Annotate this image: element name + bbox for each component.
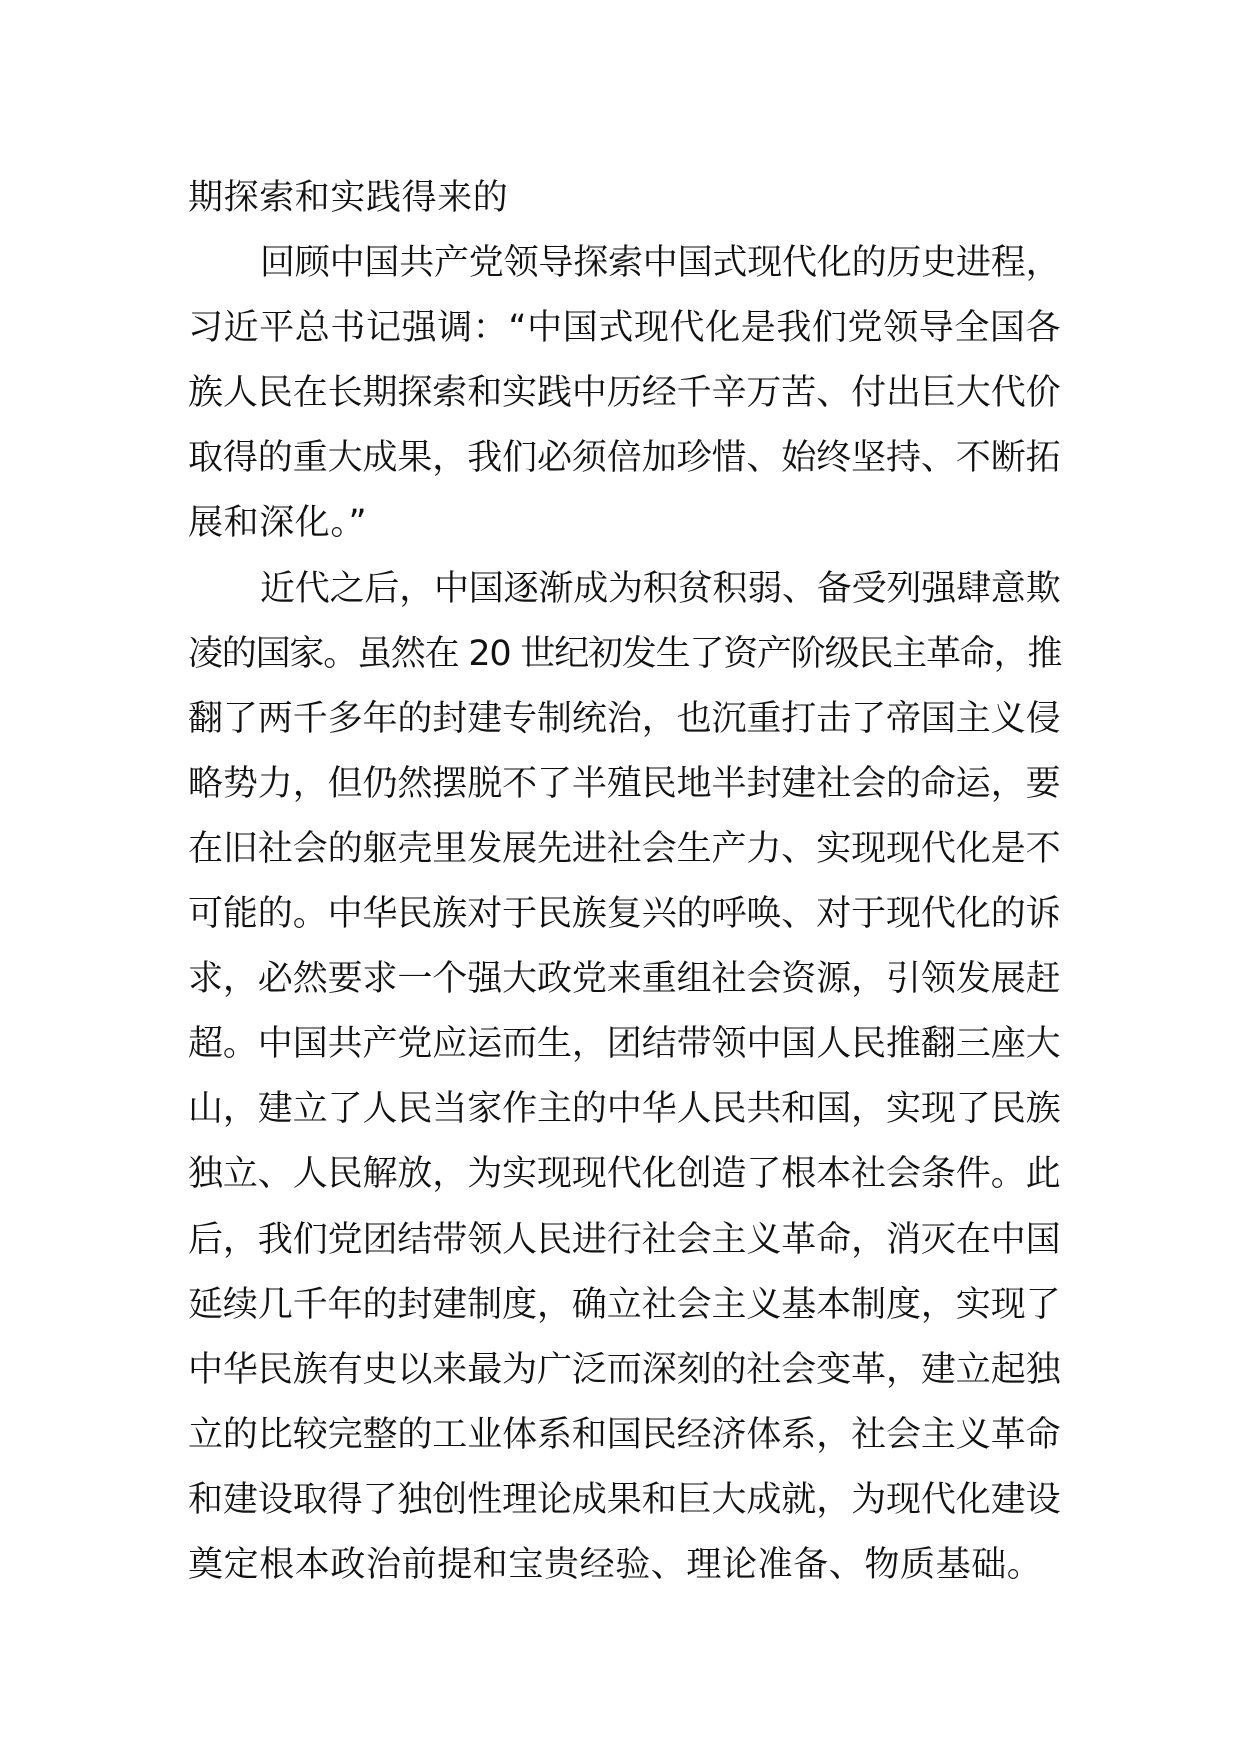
text-line: 展和深化。”: [188, 503, 368, 544]
text-line: 山，建立了人民当家作主的中华人民共和国，实现了民族: [188, 1089, 1061, 1130]
text-line: 族人民在长期探索和实践中历经千辛万苦、付出巨大代价: [188, 373, 1061, 414]
body-text: [188, 166, 1060, 1598]
text-line: 超。中国共产党应运而生，团结带领中国人民推翻三座大: [188, 1024, 1061, 1065]
text-line: 后，我们党团结带领人民进行社会主义革命，消灭在中国: [188, 1219, 1061, 1260]
text-line: 求，必然要求一个强大政党来重组社会资源，引领发展赶: [188, 959, 1061, 1000]
text-line: 和建设取得了独创性理论成果和巨大成就，为现代化建设: [188, 1479, 1061, 1520]
text-line: 略势力，但仍然摆脱不了半殖民地半封建社会的命运，要: [188, 763, 1061, 804]
text-line: 取得的重大成果，我们必须倍加珍惜、始终坚持、不断拓: [188, 438, 1061, 479]
text-line: 习近平总书记强调：“中国式现代化是我们党领导全国各: [188, 308, 1062, 349]
text-line: 奠定根本政治前提和宝贵经验、理论准备、物质基础。: [188, 1544, 1043, 1585]
text-line: 在旧社会的躯壳里发展先进社会生产力、实现现代化是不: [188, 828, 1061, 869]
text-line: 可能的。中华民族对于民族复兴的呼唤、对于现代化的诉: [188, 894, 1061, 935]
text-line: 中华民族有史以来最为广泛而深刻的社会变革，建立起独: [188, 1349, 1061, 1390]
text-line: 延续几千年的封建制度，确立社会主义基本制度，实现了: [188, 1284, 1061, 1325]
text-line: 回顾中国共产党领导探索中国式现代化的历史进程，: [260, 243, 1061, 284]
text-line: 期探索和实践得来的: [188, 178, 509, 218]
text-line: 凌的国家。虽然在 20 世纪初发生了资产阶级民主革命，推: [188, 633, 1062, 674]
text-line: 近代之后，中国逐渐成为积贫积弱、备受列强肆意欺: [260, 568, 1061, 609]
text-line: 独立、人民解放，为实现现代化创造了根本社会条件。此: [188, 1154, 1061, 1195]
text-line: 立的比较完整的工业体系和国民经济体系，社会主义革命: [188, 1414, 1061, 1455]
text-line: 翻了两千多年的封建专制统治，也沉重打击了帝国主义侵: [188, 698, 1061, 739]
